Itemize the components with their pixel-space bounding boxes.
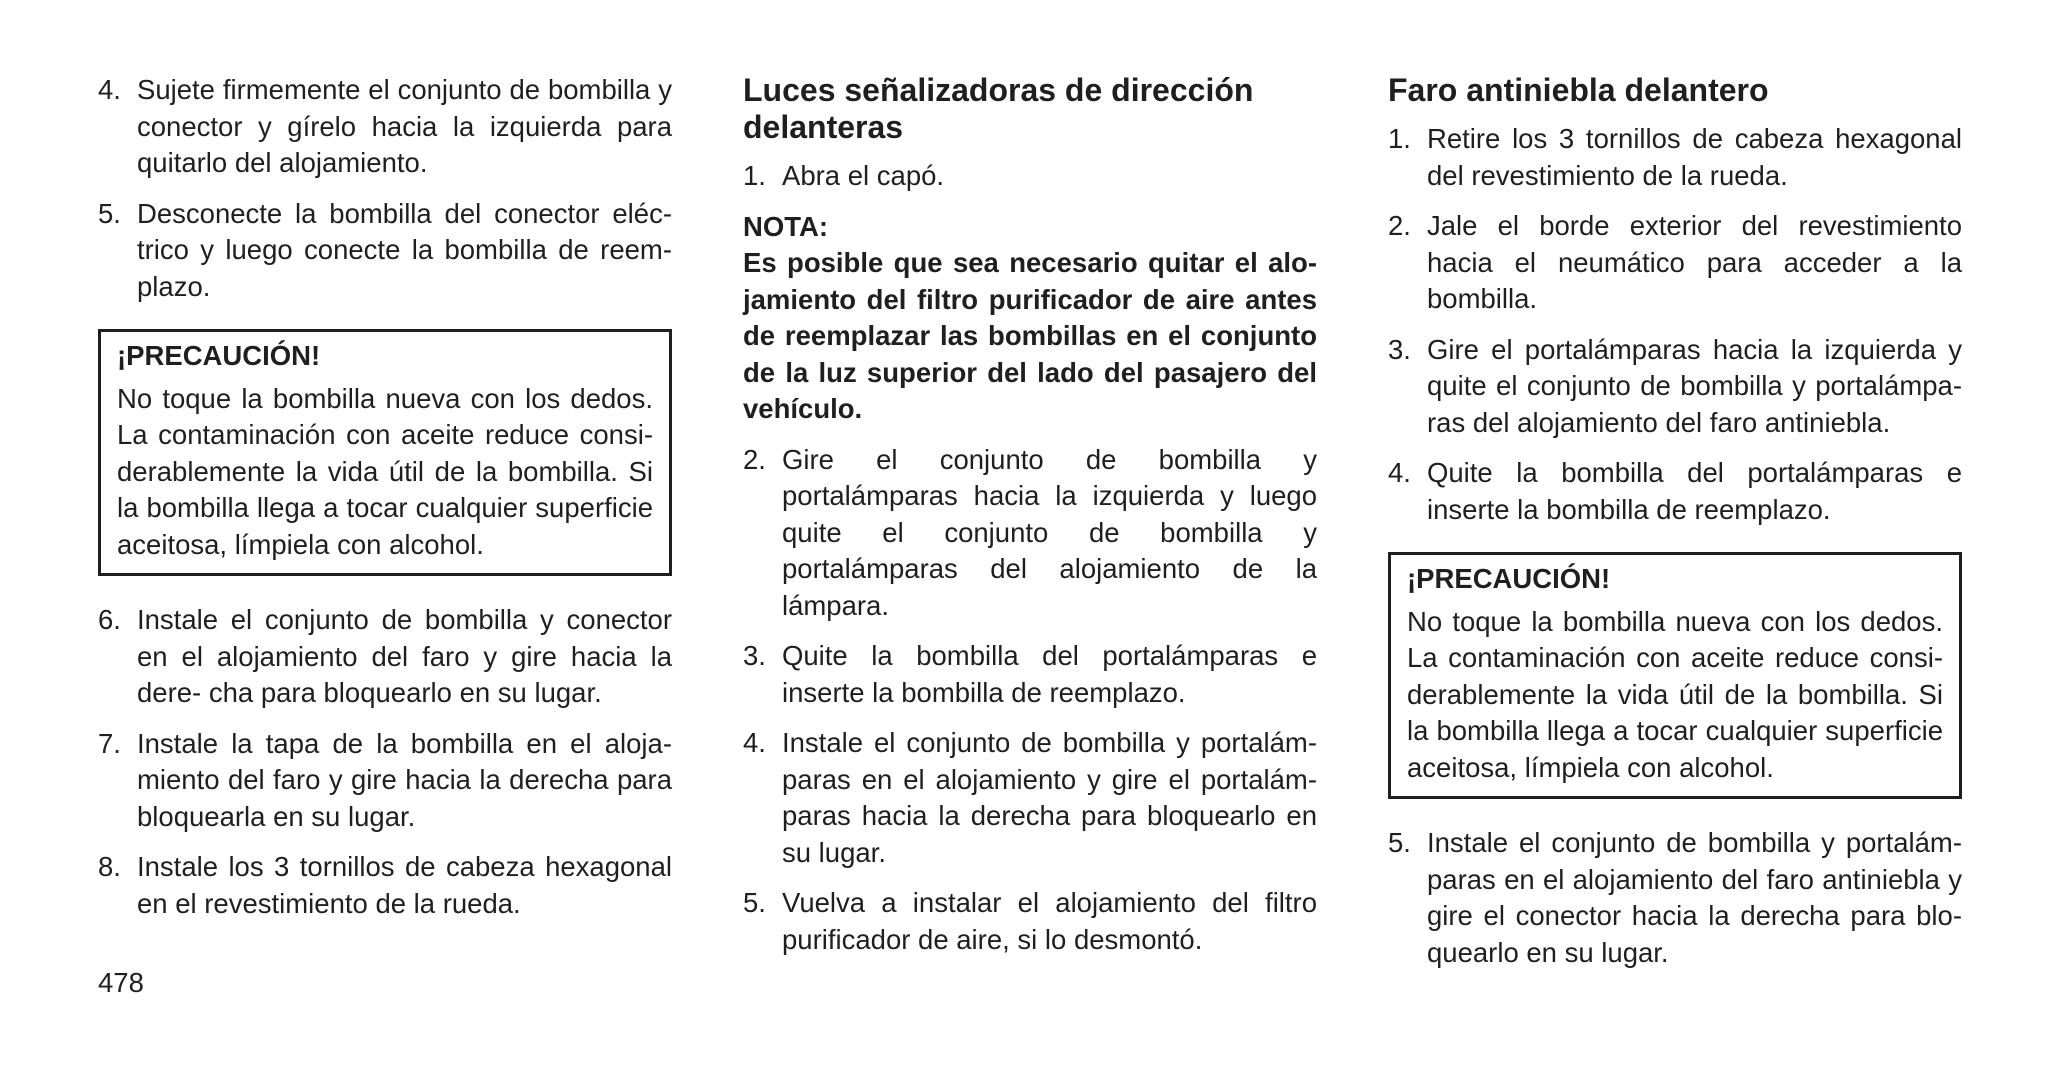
step-text: Instale el conjunto de bombilla y portalám- paras en el alojamiento del faro antiniebla y gire el conector hacia la derecha para blo- quearlo en su lugar. xyxy=(1427,827,1962,968)
step-number: 8. xyxy=(98,851,121,882)
section-title: Luces señalizadoras de dirección delanteras xyxy=(743,72,1254,145)
step-text: Jale el borde exterior del revestimiento hacia el neumático para acceder a la bombilla. xyxy=(1427,210,1962,314)
step-number: 2. xyxy=(1388,210,1411,241)
instruction-step xyxy=(98,602,672,712)
caution-text: No toque la bombilla nueva con los dedos. La contaminación con aceite reduce consi- derablemente la vida útil de la bombilla. Si la bombilla llega a tocar cualquier superficie aceitosa, límpiela con alcohol. xyxy=(117,382,653,560)
step-number: 6. xyxy=(98,604,121,635)
step-number: 7. xyxy=(98,727,121,759)
step-text: Desconecte la bombilla del conector eléc- trico y luego conecte la bombilla de reem- plazo. xyxy=(137,197,672,302)
instruction-step xyxy=(743,638,1317,711)
instruction-step xyxy=(98,849,672,922)
step-list xyxy=(743,158,1317,195)
step-number: 1. xyxy=(1388,123,1411,154)
step-number: 5. xyxy=(98,197,121,229)
caution-box xyxy=(1388,552,1962,799)
note-label: NOTA: xyxy=(743,210,829,242)
instruction-step xyxy=(1388,121,1962,194)
step-number: 1. xyxy=(743,160,766,191)
step-number: 4. xyxy=(743,727,766,758)
section-title: Faro antiniebla delantero xyxy=(1388,72,1769,108)
step-number: 5. xyxy=(1388,827,1411,858)
instruction-step xyxy=(1388,455,1962,528)
step-number: 3. xyxy=(743,640,766,671)
note-text: Es posible que sea necesario quitar el alo- jamiento del filtro purificador de aire antes de reemplazar las bombillas en el conjunto de la luz superior del lado del pasajero del vehículo. xyxy=(743,247,1317,424)
caution-text: No toque la bombilla nueva con los dedos. La contaminación con aceite reduce consi- derablemente la vida útil de la bombilla. Si la bombilla llega a tocar cualquier superficie aceitosa, límpiela con alcohol. xyxy=(1407,605,1943,783)
step-list xyxy=(1388,825,1962,971)
instruction-step xyxy=(1388,332,1962,442)
step-text: Gire el conjunto de bombilla y portalámparas hacia la izquierda y luego quite el conjunto de bombilla y portalámparas del alojamiento de la lámpara. xyxy=(782,443,1317,621)
step-text: Instale el conjunto de bombilla y conector en el alojamiento del faro y gire hacia la dere- cha para bloquearlo en su lugar. xyxy=(137,604,672,708)
step-list xyxy=(98,72,672,305)
instruction-step xyxy=(98,196,672,306)
step-text: Instale el conjunto de bombilla y portalám- paras en el alojamiento y gire el portalám- paras hacia la derecha para bloquearlo en su lugar. xyxy=(782,727,1317,868)
step-text: Quite la bombilla del portalámparas e inserte la bombilla de reemplazo. xyxy=(1427,457,1962,525)
instruction-step xyxy=(743,885,1317,958)
step-text: Sujete firmemente el conjunto de bombilla y conector y gírelo hacia la izquierda para quitarlo del alojamiento. xyxy=(137,74,672,178)
step-text: Abra el capó. xyxy=(782,160,945,191)
step-text: Gire el portalámparas hacia la izquierda y quite el conjunto de bombilla y portalámpa- ras del alojamiento del faro antiniebla. xyxy=(1427,333,1962,438)
step-list xyxy=(98,602,672,922)
right-column xyxy=(1388,72,1962,985)
step-text: Retire los 3 tornillos de cabeza hexagonal del revestimiento de la rueda. xyxy=(1427,123,1962,191)
step-number: 2. xyxy=(743,443,766,475)
step-number: 5. xyxy=(743,887,766,918)
step-number: 4. xyxy=(98,74,121,105)
step-number: 4. xyxy=(1388,457,1411,488)
caution-title: ¡PRECAUCIÓN! xyxy=(1407,563,1611,594)
instruction-step xyxy=(98,726,672,836)
page-number: 478 xyxy=(98,967,144,998)
instruction-step xyxy=(743,725,1317,871)
caution-box xyxy=(98,329,672,576)
instruction-step xyxy=(1388,208,1962,318)
step-text: Quite la bombilla del portalámparas e inserte la bombilla de reemplazo. xyxy=(782,640,1317,708)
step-text: Vuelva a instalar el alojamiento del filtro purificador de aire, si lo desmontó. xyxy=(782,887,1317,955)
step-number: 3. xyxy=(1388,333,1411,365)
step-text: Instale la tapa de la bombilla en el aloja- miento del faro y gire hacia la derecha para bloquearla en su lugar. xyxy=(137,727,672,832)
instruction-step xyxy=(743,158,1317,195)
instruction-step xyxy=(743,442,1317,625)
instruction-step xyxy=(98,72,672,182)
caution-title: ¡PRECAUCIÓN! xyxy=(117,340,321,371)
instruction-step xyxy=(1388,825,1962,971)
left-column xyxy=(98,72,672,936)
step-list xyxy=(743,442,1317,959)
step-list xyxy=(1388,121,1962,528)
note-block xyxy=(743,209,1317,428)
middle-column xyxy=(743,72,1317,972)
step-text: Instale los 3 tornillos de cabeza hexagonal en el revestimiento de la rueda. xyxy=(137,851,672,919)
